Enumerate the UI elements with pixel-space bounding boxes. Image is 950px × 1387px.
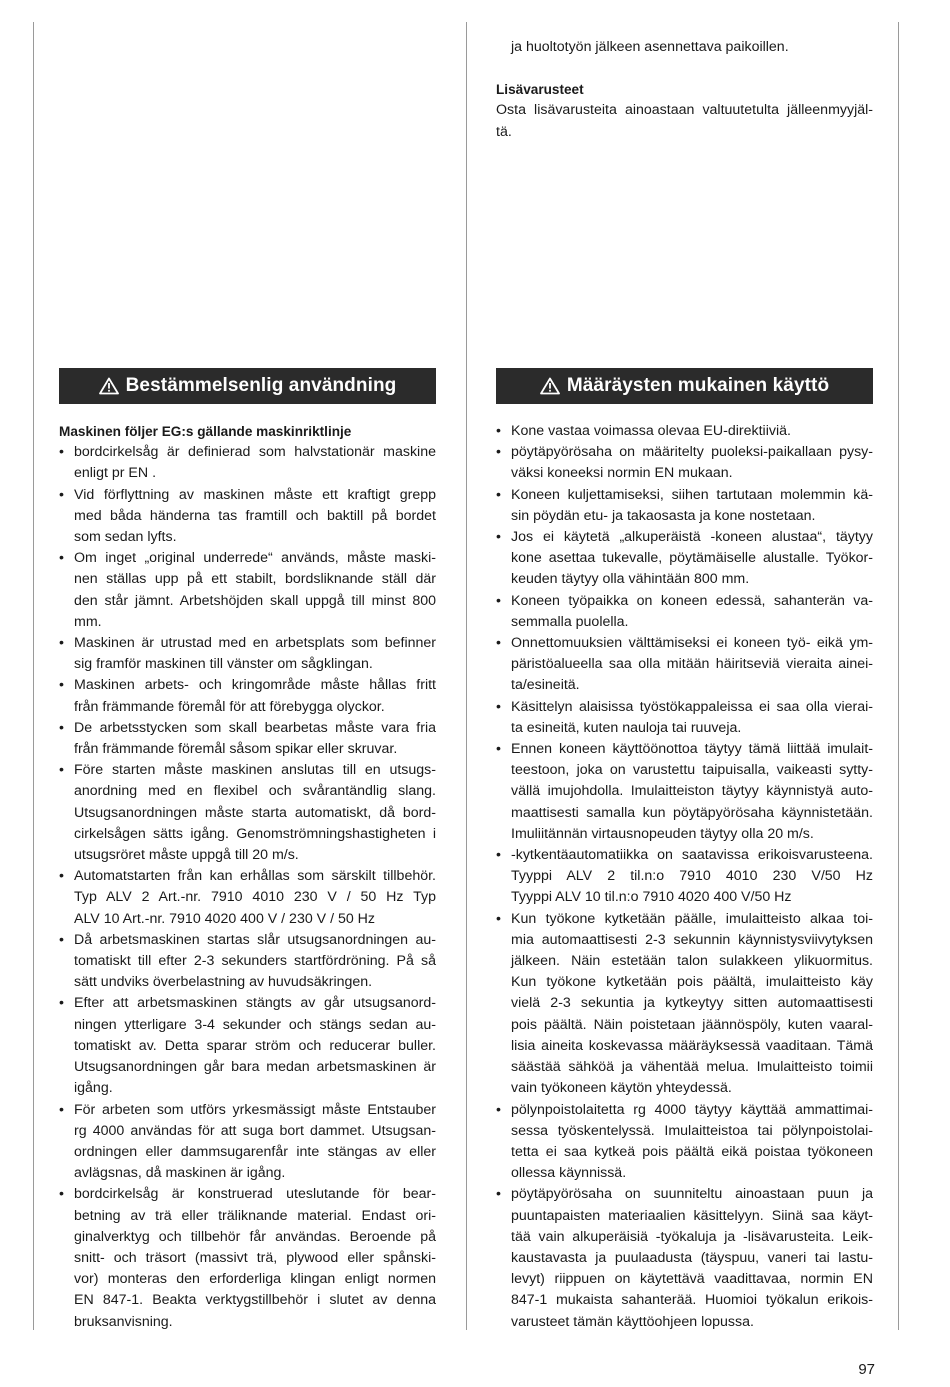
list-item-line: • Koneen työpaikka on koneen edessä, sahanterän va- bbox=[511, 592, 873, 609]
list-item-line: päristöalueella saa olla mitään häiritseviä vieraita ainei- bbox=[511, 656, 873, 673]
list-item-line: tää vain alkuperäisiä -työkaluja ja -lisävarusteita. Leik- bbox=[511, 1228, 873, 1245]
right-margin-line bbox=[898, 22, 899, 1330]
list-item-line: • För arbeten som utförs yrkesmässigt måste Entstauber bbox=[74, 1101, 436, 1118]
list-item-line: vällä imujohdolla. Imulaitteiston täytyy käynnistyä auto- bbox=[511, 783, 873, 800]
list-item-line: sig framför maskinen till vänster om sågklingan. bbox=[74, 656, 373, 673]
list-item-line: Typ ALV 2 Art.-nr. 7910 4010 230 V / 50 Hz Typ bbox=[74, 889, 436, 906]
list-item-line: • Onnettomuuksien välttämiseksi ei koneen työ- eikä ym- bbox=[511, 635, 873, 652]
list-item-line: • Maskinen arbets- och kringområde måste hållas fritt bbox=[74, 677, 436, 694]
accessories-text-line: Osta lisävarusteita ainoastaan valtuutetulta jälleenmyyjäl- bbox=[496, 102, 873, 119]
list-item-line: EN 847-1. Beakta verktygstillbehör i slutet av denna bbox=[74, 1292, 436, 1309]
list-item bbox=[59, 866, 436, 930]
list-item bbox=[59, 760, 436, 866]
list-item-line: ta esineitä, kuten nauloja tai ruuveja. bbox=[511, 719, 742, 736]
list-item-line: ginalverktyg och tillbehör får användas. Beroende på bbox=[74, 1228, 436, 1245]
list-item bbox=[496, 421, 873, 442]
list-item-line: sin pöydän etu- ja takaosasta ja kone nostetaan. bbox=[511, 507, 816, 524]
warning-triangle-icon bbox=[99, 377, 119, 395]
list-item-line: Tyyppi ALV 2 til.n:o 7910 4010 230 V/50 Hz bbox=[511, 868, 873, 885]
list-item bbox=[59, 485, 436, 549]
list-item bbox=[496, 845, 873, 909]
list-item bbox=[496, 485, 873, 527]
list-item bbox=[496, 1184, 873, 1332]
list-item-line: tomatiskt av. Detta sparar ström och reducerar buller. bbox=[74, 1037, 436, 1054]
list-item-line: varusteet tämän käyttöohjeen lopussa. bbox=[511, 1313, 754, 1330]
list-item-line: från främmande föremål såsom spikar eller skruvar. bbox=[74, 741, 398, 758]
list-item-line: ordningen eller dammsugarenfår inte stängas av eller bbox=[74, 1143, 436, 1160]
accessories-text-line: tä. bbox=[496, 123, 512, 140]
list-item-line: tetta ei saa kytkeä pois päältä eikä poistaa työkoneen bbox=[511, 1143, 873, 1160]
list-item-line: • Vid förflyttning av maskinen måste ett kraftigt grepp bbox=[74, 486, 436, 503]
list-item-line: • pöytäpyörösaha on suunniteltu ainoastaan puun ja bbox=[511, 1186, 873, 1203]
list-item-line: den står jämnt. Arbetshöjden skall uppgå till minst 800 bbox=[74, 592, 436, 609]
list-item-line: med båda händerna tas framtill och baktill på bordet bbox=[74, 507, 436, 524]
page-number: 97 bbox=[858, 1361, 875, 1378]
list-item-line: pois päältä. Näin poistetaan jäännöspöly, kuten vaaral- bbox=[511, 1016, 873, 1033]
list-item-line: Utsugsanordningen går bara medan arbetsmaskinen är bbox=[74, 1059, 436, 1076]
list-item-line: • bordcirkelsåg är konstruerad uteslutande för bear- bbox=[74, 1186, 436, 1203]
list-item-line: semmalla puolella. bbox=[511, 613, 629, 630]
warning-triangle-icon bbox=[540, 377, 560, 395]
list-item-line: nen ställas upp på ett stabilt, bordsliknande ställ där bbox=[74, 571, 436, 588]
banner-title: Bestämmelsenlig användning bbox=[125, 375, 397, 396]
list-item-line: betning av trä eller träliknande material. Endast ori- bbox=[74, 1207, 436, 1224]
list-item-line: • pölynpoistolaitetta rg 4000 täytyy käyttää ammattimai- bbox=[511, 1101, 873, 1118]
list-item-line: vor) monteras den erforderliga klingan enligt normen bbox=[74, 1271, 436, 1288]
list-item bbox=[59, 1100, 436, 1185]
list-item bbox=[496, 909, 873, 1100]
list-item-line: teestoon, joka on varustettu taipuisalla, vaikeasti sytty- bbox=[511, 762, 873, 779]
list-item-line: väksi koneeksi normin EN mukaan. bbox=[511, 465, 733, 482]
list-item-line: ALV 10 Art.-nr. 7910 4020 400 V / 230 V / 50 Hz bbox=[74, 910, 376, 927]
list-item bbox=[59, 930, 436, 994]
list-item-line: kaustavasta ja puulaadusta (täyspuu, vaneri tai lastu- bbox=[511, 1249, 873, 1266]
list-item bbox=[59, 548, 436, 633]
accessories-heading: Lisävarusteet bbox=[496, 82, 584, 98]
list-item-line: • Då arbetsmaskinen startas slår utsugsanordningen au- bbox=[74, 931, 436, 948]
list-item-line: 847-1 mukaista sahanterää. Huomioi työkalun erikois- bbox=[511, 1292, 873, 1309]
list-item bbox=[496, 591, 873, 633]
list-item bbox=[496, 633, 873, 697]
list-item-line: • Kone vastaa voimassa olevaa EU-direktiiviä. bbox=[511, 423, 791, 439]
list-item-line: puuntapaisten materiaalien käsittelyyn. Siinä saa käyt- bbox=[511, 1207, 873, 1224]
list-item-line: kone asettaa tukevalle, pöytämäiselle alustalle. Työkor- bbox=[511, 550, 873, 567]
list-item-line: cirkelsågen sätts igång. Genomströmningshastigheten i bbox=[74, 825, 436, 842]
list-item-line: Tyyppi ALV 10 til.n:o 7910 4020 400 V/50 Hz bbox=[511, 889, 792, 906]
list-item bbox=[59, 442, 436, 484]
list-item bbox=[496, 442, 873, 484]
list-item-line: Kun työkone kytketään pois päältä, imulaitteisto käy bbox=[511, 974, 873, 991]
list-item-line: jälkeen. Näin estetään talon sulakkeen ylikuormitus. bbox=[511, 953, 873, 970]
list-item-line: • Före starten måste maskinen anslutas till en utsugs- bbox=[74, 762, 436, 779]
list-item bbox=[59, 1184, 436, 1332]
list-item-line: bruksanvisning. bbox=[74, 1313, 173, 1330]
list-item-line: ollessa käynnissä. bbox=[511, 1165, 627, 1182]
list-item-line: vain työkoneen käytön yhteydessä. bbox=[511, 1080, 732, 1097]
list-item-line: keuden täytyy olla vähintään 800 mm. bbox=[511, 571, 750, 588]
list-item-line: enligt pr EN . bbox=[74, 465, 157, 482]
list-item-line: maattisesti samalla kun pöytäpyörösaha käynnistetään. bbox=[511, 804, 873, 821]
list-item-line: sätt undviks överbelastning av huvudsäkringen. bbox=[74, 974, 373, 991]
list-item-line: • Automatstarten från kan erhållas som särskilt tillbehör. bbox=[74, 868, 436, 885]
list-item-line: snitt- och träsort (massivt trä, plywood eller spånski- bbox=[74, 1249, 436, 1266]
list-item-line: sessa työskentelyssä. Imulaitteistoa tai pölynpoistolai- bbox=[511, 1122, 873, 1139]
list-item-line: från främmande föremål för att förebygga olyckor. bbox=[74, 698, 385, 715]
list-item-line: • Om inget „original underrede“ används, måste maski- bbox=[74, 550, 436, 567]
list-item-line: mm. bbox=[74, 613, 102, 630]
column-subheading: Maskinen följer EG:s gällande maskinriktlinje bbox=[59, 424, 352, 439]
list-item bbox=[59, 675, 436, 717]
list-item-line: avlägsnas, då maskinen är igång. bbox=[74, 1165, 286, 1182]
list-item-line: som sedan lyfts. bbox=[74, 529, 177, 546]
list-item-line: Imuliitännän virtausnopeuden täytyy olla 20 m/s. bbox=[511, 825, 814, 842]
list-item-line: igång. bbox=[74, 1080, 113, 1097]
list-item-line: • Maskinen är utrustad med en arbetsplats som befinner bbox=[74, 635, 436, 652]
list-item bbox=[496, 527, 873, 591]
list-item-line: säästää sähköä ja vähentää melua. Imulaitteisto toimii bbox=[511, 1059, 873, 1076]
list-item-line: lisia aineita koskevassa määräyksessä vaaditaan. Tämä bbox=[511, 1037, 873, 1054]
list-item-line: • Jos ei käytetä „alkuperäistä -koneen alustaa“, täytyy bbox=[511, 529, 873, 546]
list-item-line: anordning med en flexibel och svårantändlig slang. bbox=[74, 783, 436, 800]
list-item-line: • Kun työkone kytketään päälle, imulaitteisto alkaa toi- bbox=[511, 910, 873, 927]
list-item-line: tomatiskt till efter 2-3 sekunders startfördröning. På så bbox=[74, 953, 436, 970]
list-item-line: • Ennen koneen käyttöönottoa täytyy tämä liittää imulait- bbox=[511, 741, 873, 758]
list-item-line: levyt) riippuen on käytettävä vaadittavaa, normin EN bbox=[511, 1271, 873, 1288]
left-margin-line bbox=[33, 22, 34, 1330]
top-right-section bbox=[496, 37, 873, 143]
list-item-line: Utsugsanordningen måste starta automatiskt, då bord- bbox=[74, 804, 436, 821]
banner-title: Määräysten mukainen käyttö bbox=[566, 375, 830, 396]
list-item bbox=[59, 633, 436, 675]
list-item-line: • Efter att arbetsmaskinen stängts av går utsugsanord- bbox=[74, 995, 436, 1012]
list-item-line: utsugsröret måste uppgå till 20 m/s. bbox=[74, 847, 299, 864]
section-banner-swedish bbox=[59, 368, 436, 404]
list-item bbox=[496, 697, 873, 739]
list-item-line: • pöytäpyörösaha on määritelty puoleksi-paikallaan pysy- bbox=[511, 444, 873, 461]
list-item-line: • De arbetsstycken som skall bearbetas måste vara fria bbox=[74, 719, 436, 736]
list-item-line: rg 4000 användas för att suga bort dammet. Utsugsan- bbox=[74, 1122, 436, 1139]
list-item-line: • Koneen kuljettamiseksi, siihen tartutaan molemmin kä- bbox=[511, 486, 873, 503]
list-item-line: mia automaattisesti 2-3 sekunnin käynnistysviivytyksen bbox=[511, 931, 873, 948]
list-item bbox=[59, 718, 436, 760]
section-banner-finnish bbox=[496, 368, 873, 404]
swedish-bullet-list bbox=[59, 442, 436, 1333]
list-item bbox=[59, 993, 436, 1099]
center-divider-line bbox=[466, 22, 467, 1330]
list-item-line: • -kytkentäautomatiikka on saatavissa erikoisvarusteena. bbox=[511, 847, 873, 864]
continuation-text: ja huoltotyön jälkeen asennettava paikoillen. bbox=[511, 39, 789, 55]
swedish-column bbox=[59, 421, 436, 1333]
list-item bbox=[496, 739, 873, 845]
list-item-line: ningen ytterligare 3-4 sekunder och stängs sedan au- bbox=[74, 1016, 436, 1033]
list-item-line: • bordcirkelsåg är definierad som halvstationär maskine bbox=[74, 444, 436, 461]
list-item-line: • Käsittelyn alaisissa työstökappaleissa ei saa olla vierai- bbox=[511, 698, 873, 715]
list-item-line: vielä 2-3 sekuntia ja kytkeytyy sitten automaattisesti bbox=[511, 995, 873, 1012]
list-item-line: ta/esineitä. bbox=[511, 677, 580, 694]
finnish-column bbox=[496, 421, 873, 1333]
list-item bbox=[496, 1100, 873, 1185]
finnish-bullet-list bbox=[496, 421, 873, 1333]
